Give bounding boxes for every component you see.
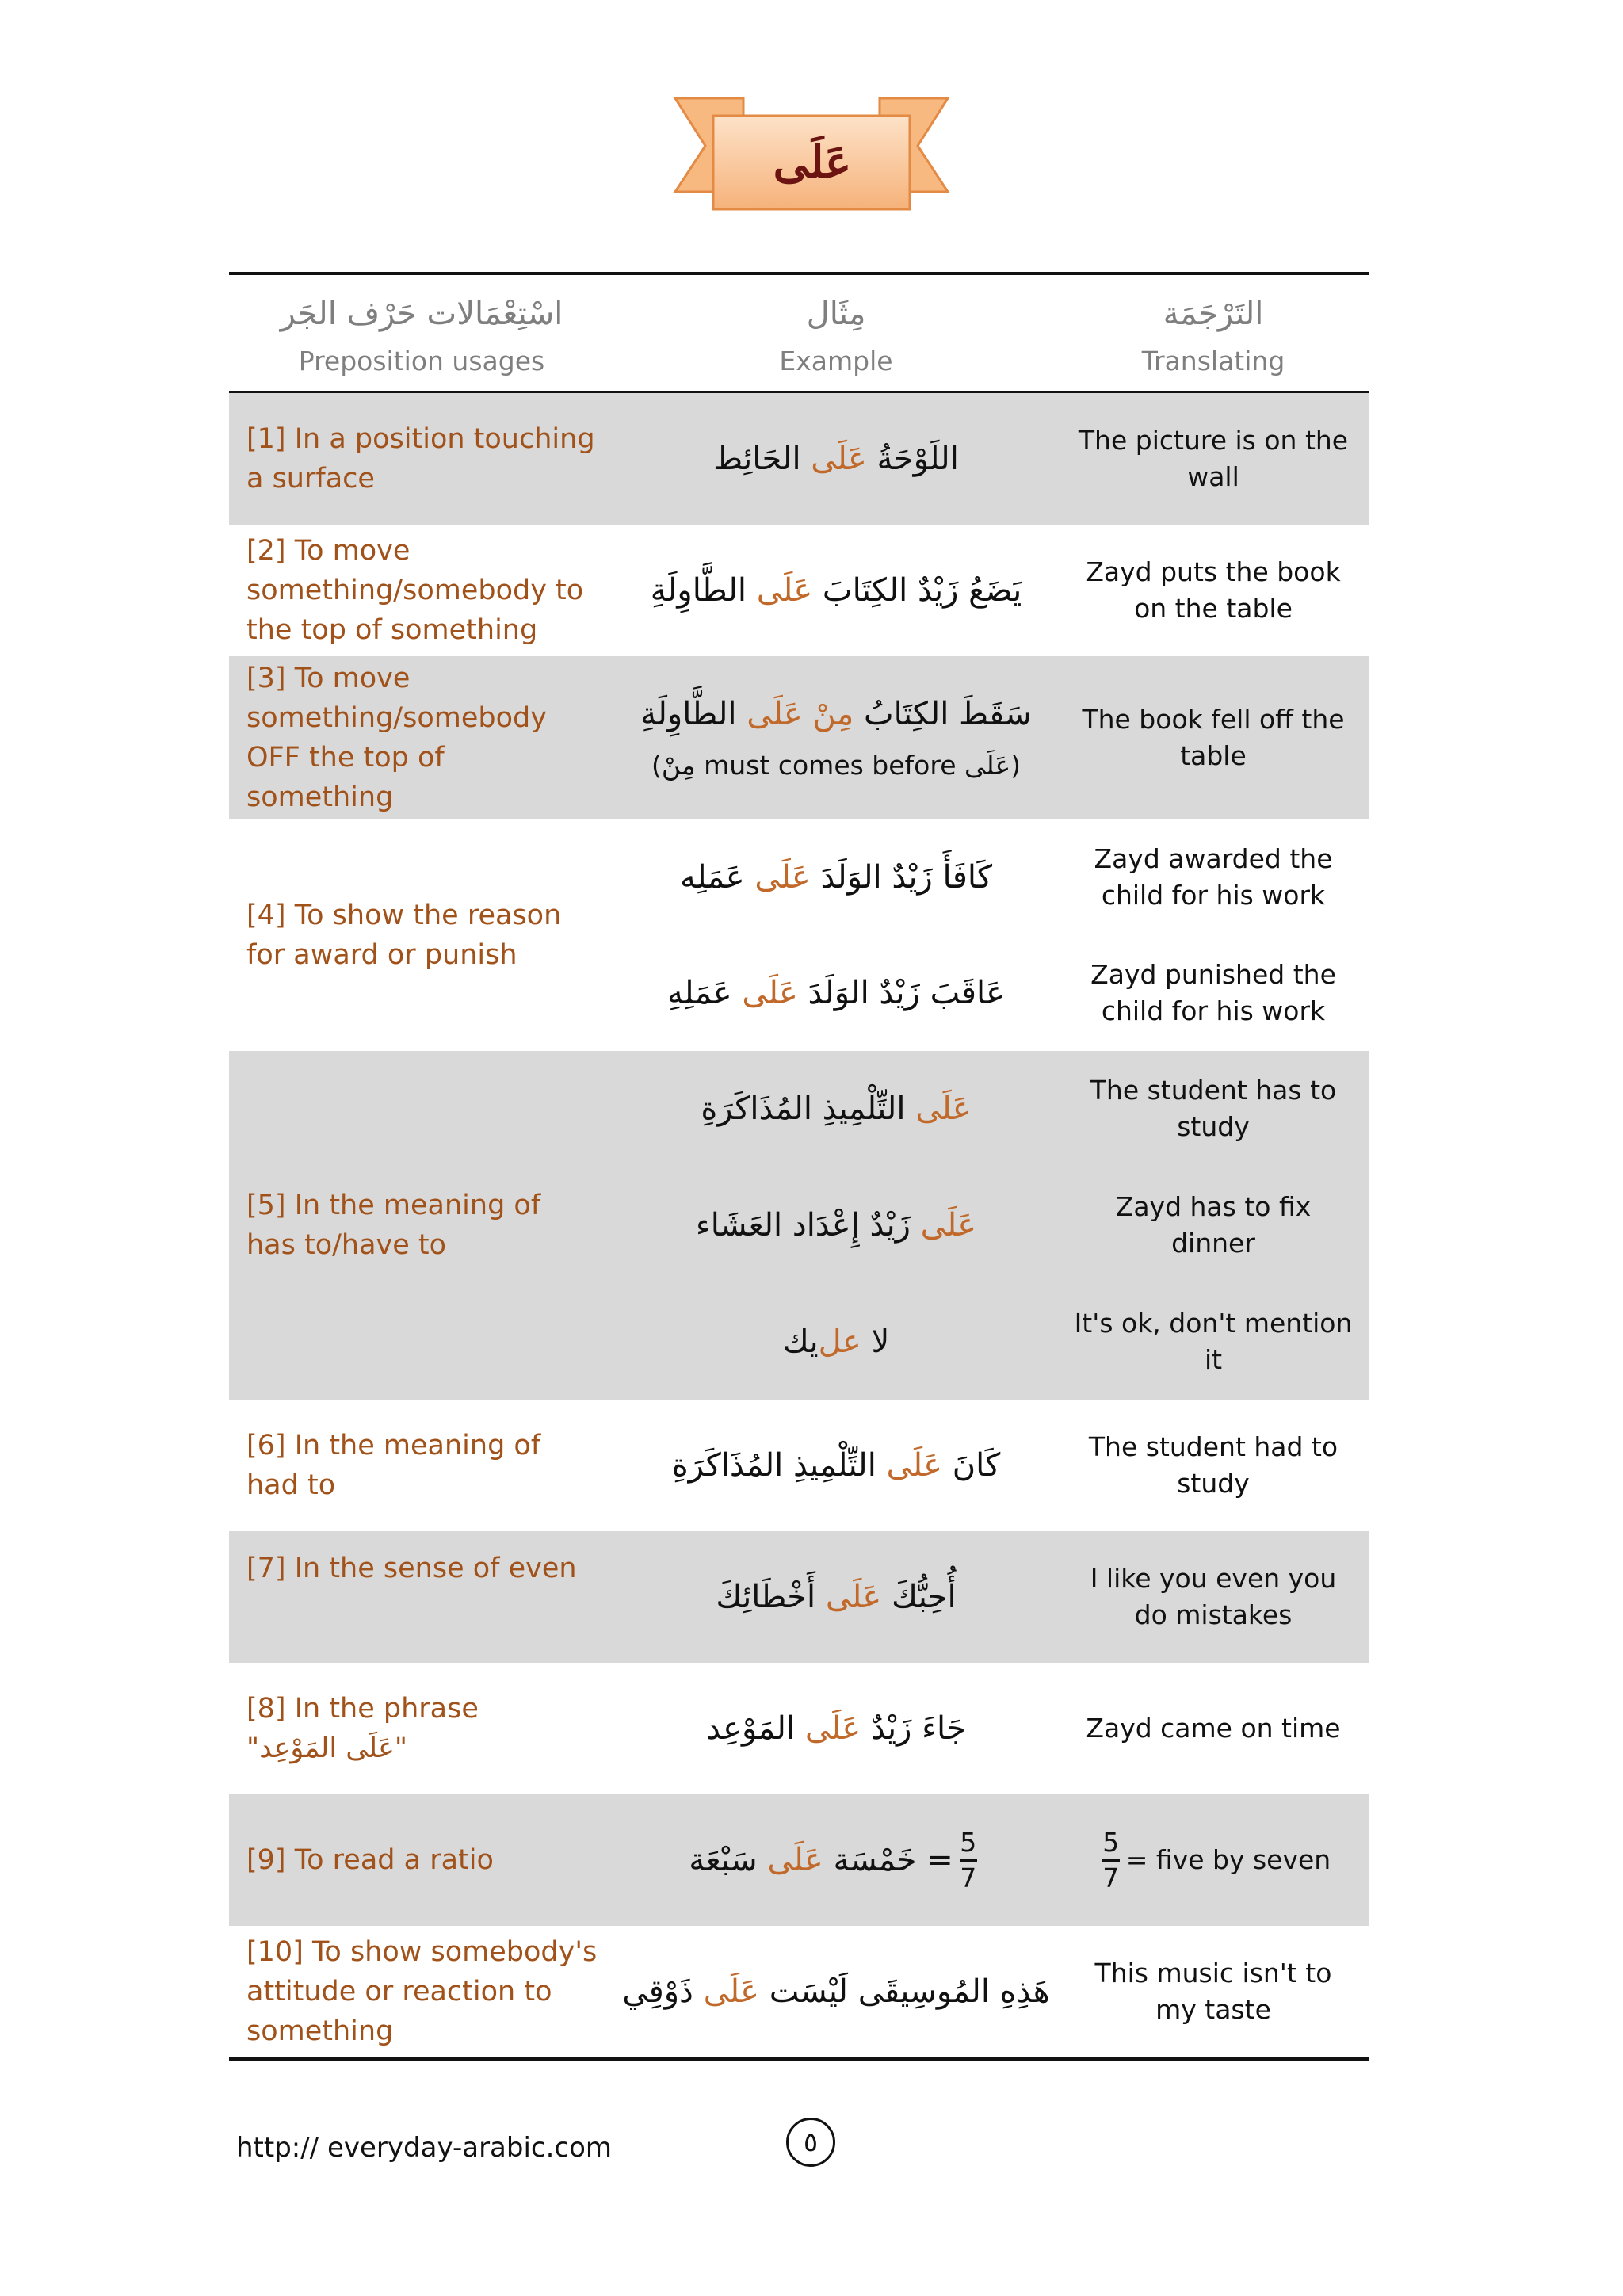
usage-cell: [7] In the sense of even [246,1553,577,1584]
translation-text: Zayd punished the child for his work [1090,959,1336,1026]
example-sentence [614,1973,1058,2010]
example-highlight: عَلَى [915,1091,972,1128]
example-text: زَيْدٌ إِعْدَاد العَشَاء [695,1206,911,1244]
example-text: لا [871,1323,890,1360]
header-example [614,275,1058,391]
header-translation [1058,275,1369,391]
example-highlight: عَلَى [742,975,798,1011]
ratio-numerator: 5 [1102,1826,1120,1858]
usage-phrase: "عَلَى المَوْعِد" [246,1733,407,1764]
table-row [229,1794,1369,1926]
header-example-arabic: مِثَال [806,295,866,332]
ratio-fraction [960,1826,977,1893]
translation-cell [1058,393,1369,525]
example-highlight: عَلَى [811,441,867,477]
translation-cell [1058,525,1369,656]
fraction-bar [1102,1859,1120,1862]
example-highlight: عَلَى [754,859,811,896]
fraction-bar [960,1859,977,1862]
table-row [229,1926,1369,2057]
example-text: كَافَأَ زَيْدٌ الوَلَدَ [820,859,993,896]
translation-text: Zayd has to fix dinner [1115,1190,1312,1259]
example-sentence [614,572,1058,609]
header-usage [229,275,614,391]
translation-cell [1058,1663,1369,1794]
example-highlight: مِنْ عَلَى [747,695,854,732]
table-row [229,525,1369,656]
example-sentence [614,696,1058,732]
example-text: عَاقَبَ زَيْدٌ الوَلَدَ [808,975,1006,1011]
table-row [229,1051,1369,1400]
example-text: هَذِهِ المُوسِيقَى لَيْسَت [769,1973,1050,2010]
header-example-english: Example [779,345,893,376]
translation-cell [1058,1051,1369,1400]
translation-text: I like you even you do mistakes [1090,1563,1337,1630]
example-text: سَقَطَ الكِتَابُ [864,695,1032,732]
example-cell [614,1663,1058,1794]
translation-text: The book fell off the table [1082,704,1345,771]
usage-cell: [2] To move something/somebody to the top of something [246,535,584,646]
example-highlight: عَلَى [756,572,813,609]
example-cell [614,393,1058,525]
ratio-numerator: 5 [960,1826,977,1858]
example-note-line [614,750,1058,781]
example-text: يك [782,1323,819,1360]
example-highlight: عَلَى [767,1842,823,1878]
example-highlight: عَلَى [825,1579,882,1615]
example-text: أَخْطَائِكَ [716,1579,816,1615]
example-text: عَمَلِه [679,859,745,896]
example-text: ذَوْقِي [622,1973,693,2010]
table-row [229,656,1369,819]
example-text: كَانَ [952,1447,1001,1484]
example-cell [614,1400,1058,1531]
table-row [229,1663,1369,1794]
usage-cell: [4] To show the reason for award or punish [246,900,562,971]
header-translation-english: Translating [1141,345,1285,376]
ratio-fraction [1102,1826,1120,1893]
usage-cell: [10] To show somebody's attitude or reaction to something [246,1936,598,2047]
translation-text: The student has to study [1090,1075,1337,1143]
table-bottom-rule [229,2057,1369,2061]
example-text: التِّلْمِيذِ المُذَاكَرَةِ [671,1447,876,1484]
example-text: يَضَعُ زَيْدٌ الكِتَابَ [822,572,1022,609]
example-sentence [614,441,1058,477]
page-number: ٥ [786,2118,835,2167]
example-text: المَوْعِد [706,1710,796,1747]
translation-text: Zayd came on time [1086,1713,1341,1744]
example-note: (مِنْ must comes before عَلَى) [651,749,1022,781]
translation-cell [1058,656,1369,819]
translation-cell [1058,1794,1369,1926]
table-row [229,1400,1369,1531]
translation-cell [1058,819,1369,1051]
translation-text: The picture is on the wall [1078,425,1349,492]
example-text: اللَوْحَةُ [876,441,959,477]
example-text: الطَّاوِلَةِ [650,572,747,609]
translation-cell [1058,1926,1369,2057]
header-usage-english: Preposition usages [298,345,545,376]
header-usage-arabic: اسْتِعْمَالات حَرْف الجَر [280,295,563,332]
example-sentence [614,1447,1058,1484]
example-cell [614,1531,1058,1663]
translation-text: Zayd awarded the child for his work [1094,843,1333,911]
example-cell [614,819,1058,1051]
ratio-denominator: 7 [1102,1862,1120,1893]
usage-text: [8] In the phrase [246,1693,479,1725]
footer-url[interactable]: http:// everyday-arabic.com [236,2132,613,2164]
example-sentence [614,1324,1058,1360]
example-sentence [614,1207,1058,1244]
example-sentence [614,1091,1058,1127]
table-row [229,393,1369,525]
example-sentence [614,975,1058,1011]
example-sentence [614,1826,1058,1893]
usage-cell: [5] In the meaning of has to/have to [246,1190,541,1261]
example-highlight: عَلَى [804,1710,861,1747]
example-highlight: عَلَى [920,1206,977,1244]
equals-sign: = [926,1842,953,1878]
example-text: سَبْعَة [689,1842,758,1878]
example-cell [614,1926,1058,2057]
translation-text: This music isn't to my taste [1094,1958,1332,2025]
usage-cell: [1] In a position touching a surface [246,423,595,495]
example-highlight: عل [818,1323,861,1360]
example-cell [614,525,1058,656]
translation-line [1058,1826,1369,1893]
table-header [229,275,1369,391]
usage-cell: [9] To read a ratio [246,1844,494,1876]
example-sentence [614,1710,1058,1747]
example-sentence [614,859,1058,896]
table-row [229,1531,1369,1663]
translation-cell [1058,1400,1369,1531]
translation-cell [1058,1531,1369,1663]
example-sentence [614,1579,1058,1615]
example-cell [614,1794,1058,1926]
example-text: جَاءَ زَيْدٌ [870,1710,966,1747]
header-translation-arabic: التَرْجَمَة [1163,295,1264,332]
example-highlight: عَلَى [703,1973,760,2010]
example-text: خَمْسَة [833,1842,917,1878]
usage-cell: [6] In the meaning of had to [246,1430,541,1501]
example-text: أُحِبُّكَ [891,1579,957,1615]
usage-table [229,272,1369,2061]
usage-cell: [3] To move something/somebody OFF the top of something [246,663,547,813]
example-highlight: عَلَى [886,1447,942,1484]
page-title: عَلَى [773,136,852,189]
ratio-denominator: 7 [960,1862,977,1893]
example-cell [614,1051,1058,1400]
translation-text: = five by seven [1125,1844,1331,1875]
translation-text: The student had to study [1088,1431,1338,1499]
translation-text: It's ok, don't mention it [1074,1307,1353,1375]
example-cell [614,656,1058,819]
translation-text: Zayd puts the book on the table [1086,556,1341,624]
example-text: الطَّاوِلَةِ [640,695,737,732]
usage-cell [229,1663,614,1794]
example-text: التِّلْمِيذِ المُذَاكَرَةِ [701,1091,906,1128]
example-text: عَمَلِهِ [666,975,732,1011]
example-text: الحَائِط [713,441,801,477]
table-row [229,819,1369,1051]
